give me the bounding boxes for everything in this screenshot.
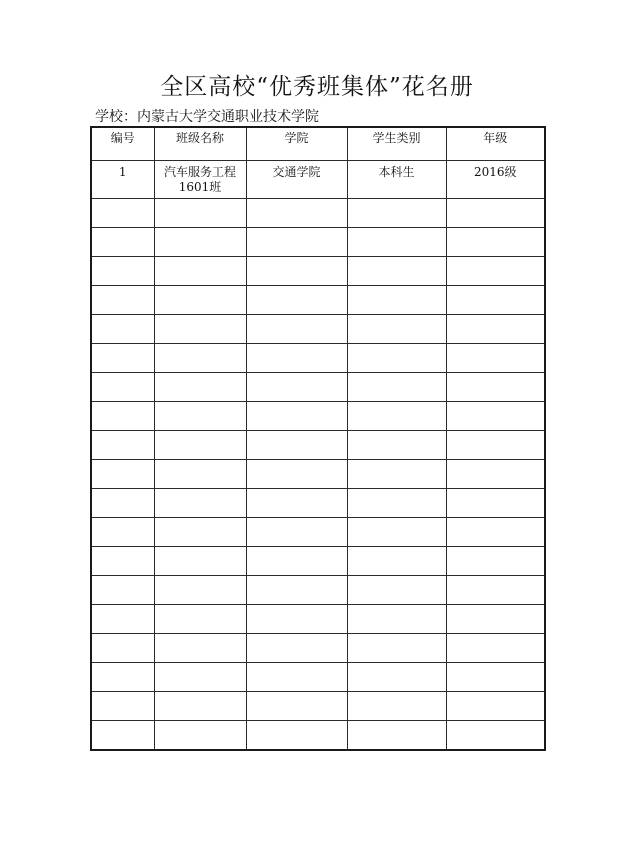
- school-label: 学校：: [95, 109, 137, 125]
- cell-student-type-empty: [347, 576, 446, 605]
- cell-grade-empty: [446, 576, 545, 605]
- table-row-empty: [91, 344, 545, 373]
- table-row-empty: [91, 199, 545, 228]
- cell-class-name-empty: [154, 547, 246, 576]
- cell-class-name-empty: [154, 692, 246, 721]
- cell-grade-empty: [446, 460, 545, 489]
- cell-college-empty: [246, 692, 347, 721]
- header-grade: 年级: [446, 127, 545, 161]
- cell-college: [246, 161, 347, 199]
- cell-grade-empty: [446, 228, 545, 257]
- page-title: 全区高校“优秀班集体”花名册: [160, 74, 474, 100]
- cell-student-type-empty: [347, 663, 446, 692]
- table-header-row: [91, 127, 545, 161]
- table-row-empty: [91, 286, 545, 315]
- cell-class-name-text: 汽车服务工程1601班: [163, 165, 236, 194]
- cell-college-empty: [246, 402, 347, 431]
- school-line: [95, 106, 319, 126]
- cell-student-type-empty: [347, 228, 446, 257]
- cell-student-type-empty: [347, 605, 446, 634]
- cell-grade-empty: [446, 663, 545, 692]
- roster-table: [90, 126, 546, 751]
- table-row-empty: [91, 315, 545, 344]
- cell-student-type-empty: [347, 257, 446, 286]
- cell-college-empty: [246, 518, 347, 547]
- cell-college-empty: [246, 344, 347, 373]
- cell-number-empty: [91, 576, 154, 605]
- cell-student-type: [347, 161, 446, 199]
- cell-college-empty: [246, 460, 347, 489]
- table-row-empty: [91, 547, 545, 576]
- cell-grade-empty: [446, 315, 545, 344]
- cell-class-name-empty: [154, 460, 246, 489]
- cell-class-name-empty: [154, 431, 246, 460]
- cell-student-type-empty: [347, 315, 446, 344]
- cell-class-name-empty: [154, 518, 246, 547]
- cell-class-name-empty: [154, 605, 246, 634]
- table-row-empty: [91, 489, 545, 518]
- cell-grade-empty: [446, 489, 545, 518]
- cell-grade-empty: [446, 257, 545, 286]
- cell-student-type-empty: [347, 692, 446, 721]
- cell-class-name-empty: [154, 489, 246, 518]
- cell-student-type-empty: [347, 547, 446, 576]
- table-row-empty: [91, 228, 545, 257]
- cell-number-empty: [91, 315, 154, 344]
- cell-grade-empty: [446, 199, 545, 228]
- cell-college-empty: [246, 373, 347, 402]
- cell-grade-empty: [446, 344, 545, 373]
- cell-grade-empty: [446, 431, 545, 460]
- table-row-empty: [91, 692, 545, 721]
- cell-college-empty: [246, 199, 347, 228]
- cell-grade-empty: [446, 286, 545, 315]
- cell-grade-empty: [446, 692, 545, 721]
- cell-grade-empty: [446, 518, 545, 547]
- cell-number-empty: [91, 257, 154, 286]
- cell-student-type-empty: [347, 489, 446, 518]
- cell-college-text: 交通学院: [272, 165, 321, 179]
- cell-class-name: [154, 161, 246, 199]
- cell-grade-empty: [446, 402, 545, 431]
- cell-number-empty: [91, 692, 154, 721]
- cell-student-type-empty: [347, 199, 446, 228]
- cell-student-type-empty: [347, 518, 446, 547]
- table-row-empty: [91, 576, 545, 605]
- cell-student-type-empty: [347, 431, 446, 460]
- header-number: 编号: [91, 127, 154, 161]
- cell-college-empty: [246, 721, 347, 751]
- cell-number-empty: [91, 373, 154, 402]
- cell-number-empty: [91, 547, 154, 576]
- cell-student-type-empty: [347, 344, 446, 373]
- cell-class-name-empty: [154, 373, 246, 402]
- cell-number-empty: [91, 721, 154, 751]
- cell-class-name-empty: [154, 721, 246, 751]
- cell-college-empty: [246, 228, 347, 257]
- table-row-empty: [91, 257, 545, 286]
- cell-number-empty: [91, 286, 154, 315]
- table-row-empty: [91, 663, 545, 692]
- cell-number-empty: [91, 634, 154, 663]
- cell-college-empty: [246, 431, 347, 460]
- cell-grade-empty: [446, 634, 545, 663]
- table-row-empty: [91, 605, 545, 634]
- cell-student-type-empty: [347, 402, 446, 431]
- table-row: [91, 161, 545, 199]
- cell-class-name-empty: [154, 634, 246, 663]
- cell-number-empty: [91, 663, 154, 692]
- cell-college-empty: [246, 315, 347, 344]
- school-name: 内蒙古大学交通职业技术学院: [137, 109, 319, 125]
- cell-number-empty: [91, 605, 154, 634]
- cell-number-empty: [91, 402, 154, 431]
- cell-class-name-empty: [154, 576, 246, 605]
- cell-number-empty: [91, 518, 154, 547]
- cell-college-empty: [246, 663, 347, 692]
- cell-grade-empty: [446, 605, 545, 634]
- cell-number-empty: [91, 344, 154, 373]
- cell-grade-text: 2016级: [473, 165, 517, 179]
- table-row-empty: [91, 460, 545, 489]
- cell-student-type-text: 本科生: [378, 165, 415, 179]
- table-row-empty: [91, 721, 545, 751]
- cell-class-name-empty: [154, 344, 246, 373]
- table-row-empty: [91, 373, 545, 402]
- cell-student-type-empty: [347, 460, 446, 489]
- cell-number-empty: [91, 460, 154, 489]
- header-college: 学院: [246, 127, 347, 161]
- cell-college-empty: [246, 489, 347, 518]
- header-student-type: 学生类别: [347, 127, 446, 161]
- cell-grade-empty: [446, 547, 545, 576]
- cell-college-empty: [246, 605, 347, 634]
- cell-class-name-empty: [154, 402, 246, 431]
- cell-number-empty: [91, 431, 154, 460]
- cell-grade-empty: [446, 721, 545, 751]
- cell-student-type-empty: [347, 721, 446, 751]
- cell-college-empty: [246, 547, 347, 576]
- cell-class-name-empty: [154, 199, 246, 228]
- cell-number: [91, 161, 154, 199]
- cell-college-empty: [246, 576, 347, 605]
- cell-college-empty: [246, 257, 347, 286]
- cell-number-empty: [91, 489, 154, 518]
- header-class-name: 班级名称: [154, 127, 246, 161]
- cell-class-name-empty: [154, 257, 246, 286]
- cell-number-empty: [91, 228, 154, 257]
- table-row-empty: [91, 634, 545, 663]
- cell-student-type-empty: [347, 634, 446, 663]
- cell-number-text: 1: [118, 165, 127, 179]
- cell-class-name-empty: [154, 228, 246, 257]
- cell-class-name-empty: [154, 663, 246, 692]
- cell-college-empty: [246, 286, 347, 315]
- cell-college-empty: [246, 634, 347, 663]
- cell-number-empty: [91, 199, 154, 228]
- table-row-empty: [91, 431, 545, 460]
- cell-class-name-empty: [154, 315, 246, 344]
- cell-class-name-empty: [154, 286, 246, 315]
- cell-student-type-empty: [347, 373, 446, 402]
- cell-student-type-empty: [347, 286, 446, 315]
- cell-grade: [446, 161, 545, 199]
- cell-grade-empty: [446, 373, 545, 402]
- table-row-empty: [91, 402, 545, 431]
- table-row-empty: [91, 518, 545, 547]
